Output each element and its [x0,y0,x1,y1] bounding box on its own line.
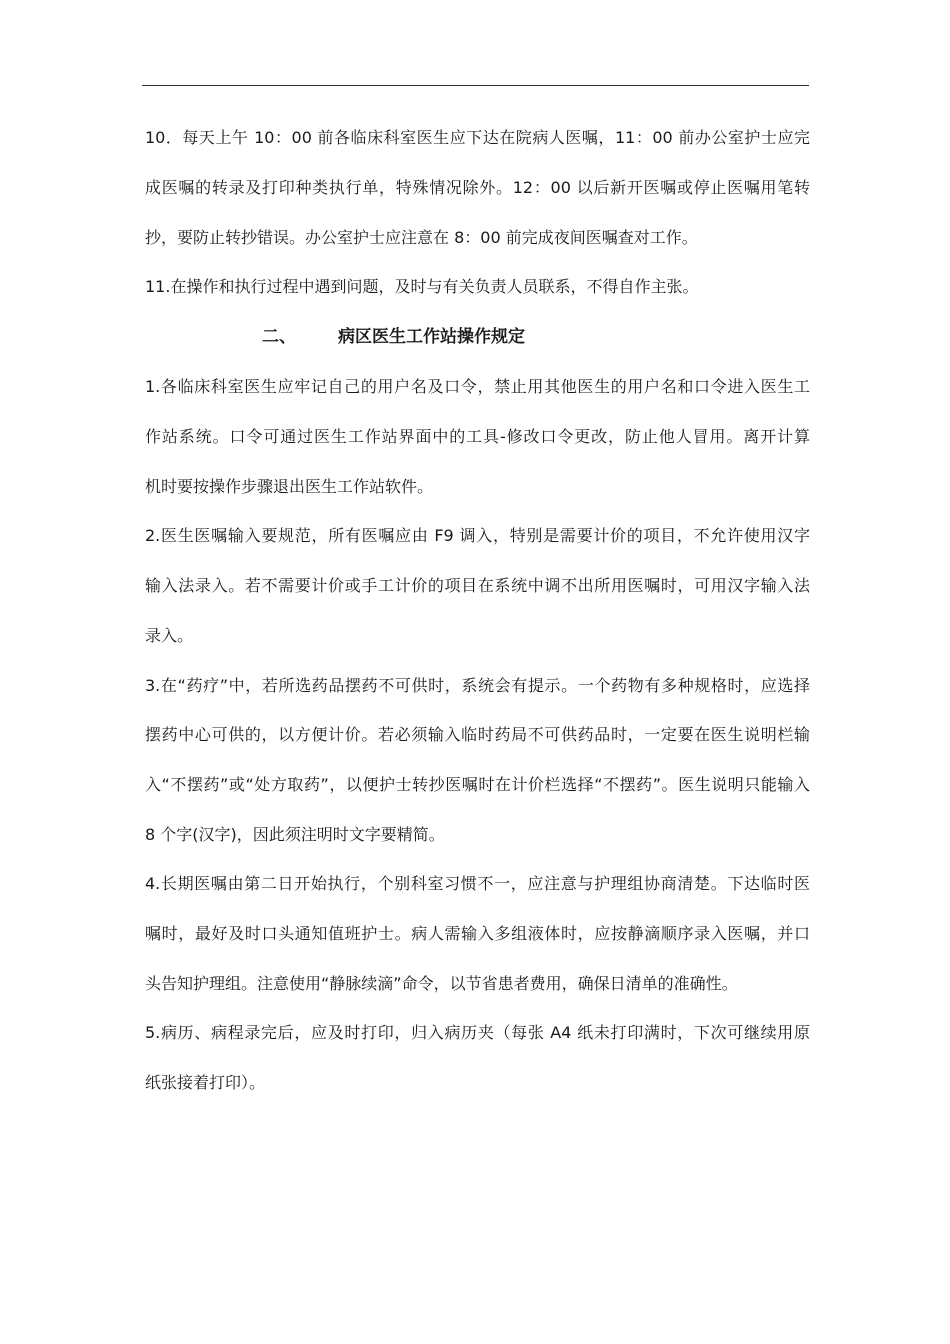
section-heading-title: 病区医生工作站操作规定 [338,327,525,347]
item-4-line-1: 4.长期医嘱由第二日开始执行，个别科室习惯不一，应注意与护理组协商清楚。下达临时医 [145,874,810,893]
item-1-line-2: 作站系统。口令可通过医生工作站界面中的工具-修改口令更改，防止他人冒用。离开计算 [145,427,810,446]
item-2-line-2: 输入法录入。若不需要计价或手工计价的项目在系统中调不出所用医嘱时，可用汉字输入法 [145,576,810,595]
item-4-line-3: 头告知护理组。注意使用“静脉续滴”命令，以节省患者费用，确保日清单的准确性。 [145,974,738,993]
item-3-line-4: 8 个字(汉字)，因此须注明时文字要精简。 [145,825,445,844]
section-heading-number: 二、 [262,327,296,347]
item-5-line-2: 纸张接着打印）。 [145,1073,266,1092]
item-4-line-2: 嘱时，最好及时口头通知值班护士。病人需输入多组液体时，应按静滴顺序录入医嘱，并口 [145,924,810,943]
item-1-line-1: 1.各临床科室医生应牢记自己的用户名及口令，禁止用其他医生的用户名和口令进入医生工 [145,377,810,396]
paragraph-10-line-3: 抄，要防止转抄错误。办公室护士应注意在 8：00 前完成夜间医嘱查对工作。 [145,228,698,247]
item-5-line-1: 5.病历、病程录完后，应及时打印，归入病历夹（每张 A4 纸未打印满时，下次可继续用原 [145,1023,810,1042]
paragraph-10-line-1: 10．每天上午 10：00 前各临床科室医生应下达在院病人医嘱，11：00 前办公室护士应完 [145,128,810,147]
header-rule [142,85,809,86]
item-3-line-1: 3.在“药疗”中，若所选药品摆药不可供时，系统会有提示。一个药物有多种规格时，应选择 [145,676,810,695]
item-3-line-2: 摆药中心可供的，以方便计价。若必须输入临时药局不可供药品时，一定要在医生说明栏输 [145,725,810,744]
section-heading [0,326,950,348]
item-3-line-3: 入“不摆药”或“处方取药”，以便护士转抄医嘱时在计价栏选择“不摆药”。医生说明只能输入 [145,775,810,794]
item-1-line-3: 机时要按操作步骤退出医生工作站软件。 [145,477,434,496]
paragraph-10-line-2: 成医嘱的转录及打印种类执行单，特殊情况除外。12：00 以后新开医嘱或停止医嘱用笔转 [145,178,810,197]
item-2-line-3: 录入。 [145,626,194,645]
paragraph-11-line-1: 11.在操作和执行过程中遇到问题，及时与有关负责人员联系，不得自作主张。 [145,277,699,296]
item-2-line-1: 2.医生医嘱输入要规范，所有医嘱应由 F9 调入，特别是需要计价的项目，不允许使用汉字 [145,526,810,545]
